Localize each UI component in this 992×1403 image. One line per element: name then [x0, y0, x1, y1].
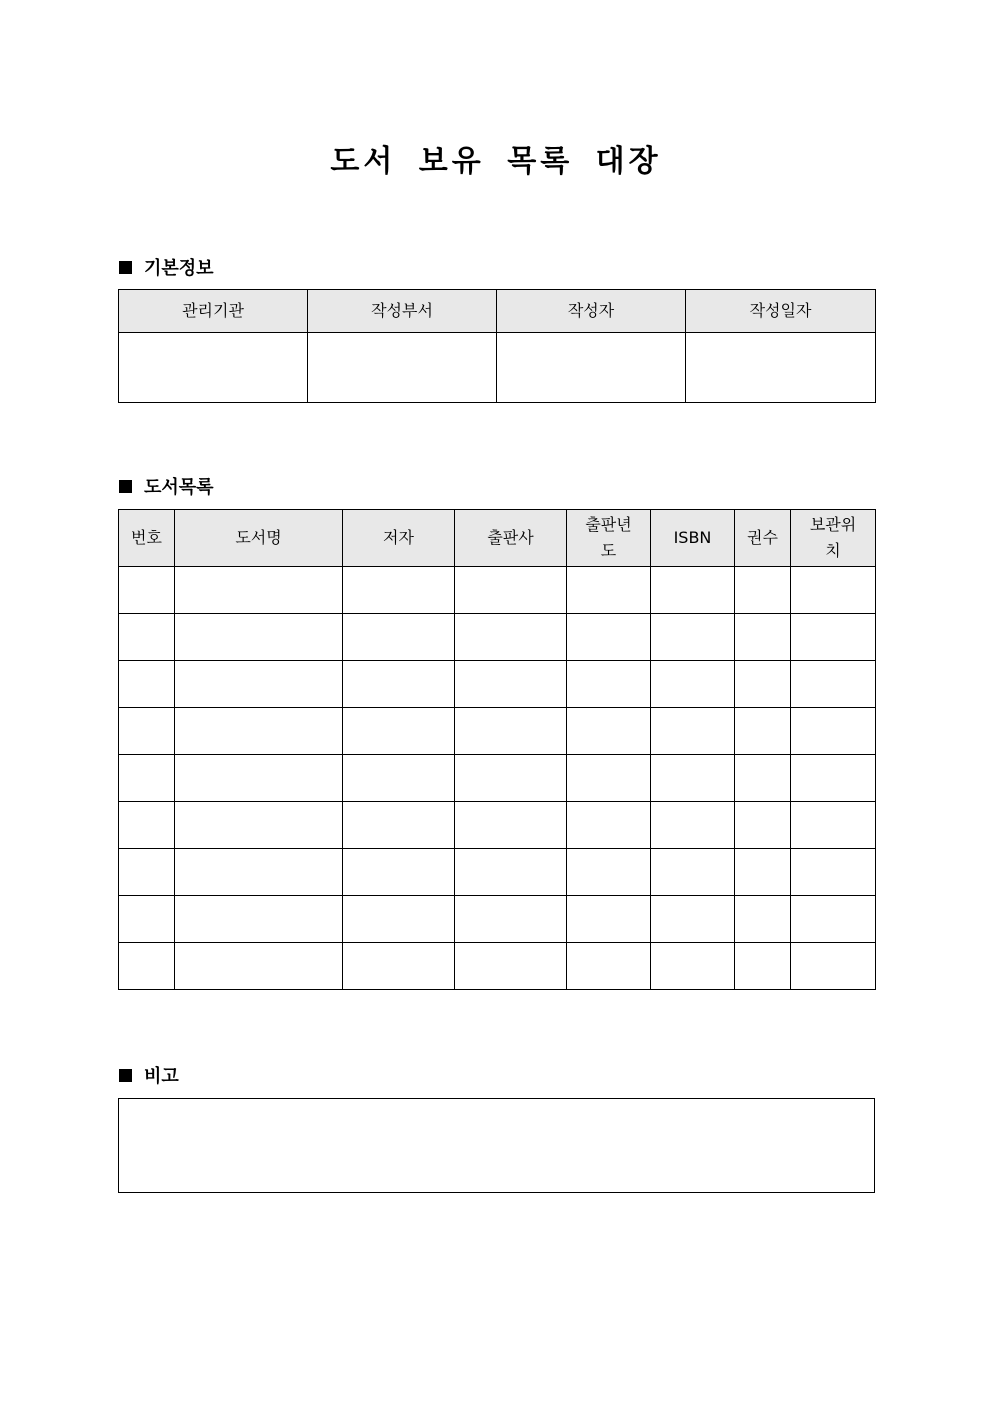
- table-cell[interactable]: [791, 896, 876, 943]
- table-cell[interactable]: [455, 896, 567, 943]
- page-title: 도서 보유 목록 대장: [330, 144, 662, 179]
- table-cell[interactable]: [567, 802, 651, 849]
- table-row: [119, 661, 876, 708]
- square-bullet-icon: [119, 261, 132, 274]
- column-header-number: 번호: [119, 510, 175, 567]
- column-header-isbn: ISBN: [651, 510, 735, 567]
- table-cell[interactable]: [119, 849, 175, 896]
- table-row: [119, 849, 876, 896]
- table-cell[interactable]: [343, 849, 455, 896]
- table-row: [119, 708, 876, 755]
- column-header-agency: 관리기관: [119, 290, 308, 333]
- book-list-table: [118, 509, 876, 990]
- table-cell[interactable]: [791, 567, 876, 614]
- agency-cell[interactable]: [119, 333, 308, 403]
- table-cell[interactable]: [119, 802, 175, 849]
- table-cell[interactable]: [791, 614, 876, 661]
- table-cell[interactable]: [175, 896, 343, 943]
- table-cell[interactable]: [455, 661, 567, 708]
- basic-info-table: [118, 289, 876, 403]
- table-row: [119, 614, 876, 661]
- table-cell[interactable]: [567, 567, 651, 614]
- column-header-author: 작성자: [497, 290, 686, 333]
- section-heading-basic-info: [119, 254, 214, 280]
- table-row: [119, 567, 876, 614]
- table-cell[interactable]: [343, 943, 455, 990]
- table-cell[interactable]: [735, 943, 791, 990]
- table-row: [119, 943, 876, 990]
- table-cell[interactable]: [735, 896, 791, 943]
- table-cell[interactable]: [651, 614, 735, 661]
- table-header-row: [119, 510, 876, 567]
- table-cell[interactable]: [175, 614, 343, 661]
- table-cell[interactable]: [567, 614, 651, 661]
- section-heading-label: 기본정보: [144, 258, 214, 279]
- column-header-volumes: 권수: [735, 510, 791, 567]
- table-cell[interactable]: [735, 802, 791, 849]
- table-cell[interactable]: [343, 755, 455, 802]
- table-cell[interactable]: [567, 943, 651, 990]
- table-row: [119, 896, 876, 943]
- column-header-title: 도서명: [175, 510, 343, 567]
- table-cell[interactable]: [567, 708, 651, 755]
- author-cell[interactable]: [497, 333, 686, 403]
- table-cell[interactable]: [567, 849, 651, 896]
- column-header-date: 작성일자: [686, 290, 876, 333]
- table-cell[interactable]: [651, 755, 735, 802]
- table-cell[interactable]: [651, 708, 735, 755]
- square-bullet-icon: [119, 480, 132, 493]
- table-cell[interactable]: [455, 567, 567, 614]
- table-cell[interactable]: [567, 661, 651, 708]
- section-heading-book-list: [119, 473, 214, 499]
- section-heading-label: 비고: [144, 1066, 179, 1087]
- table-cell[interactable]: [119, 661, 175, 708]
- table-cell[interactable]: [791, 943, 876, 990]
- table-cell[interactable]: [651, 943, 735, 990]
- table-cell[interactable]: [343, 896, 455, 943]
- table-cell[interactable]: [567, 896, 651, 943]
- column-header-department: 작성부서: [308, 290, 497, 333]
- table-cell[interactable]: [175, 661, 343, 708]
- column-header-publish-year: 출판년도: [567, 510, 651, 567]
- table-cell[interactable]: [343, 661, 455, 708]
- table-cell[interactable]: [119, 614, 175, 661]
- section-heading-label: 도서목록: [144, 477, 214, 498]
- table-cell[interactable]: [455, 849, 567, 896]
- column-header-writer: 저자: [343, 510, 455, 567]
- table-cell[interactable]: [119, 708, 175, 755]
- date-cell[interactable]: [686, 333, 876, 403]
- table-cell[interactable]: [791, 849, 876, 896]
- section-heading-remarks: [119, 1062, 179, 1088]
- table-cell[interactable]: [651, 802, 735, 849]
- department-cell[interactable]: [308, 333, 497, 403]
- remarks-box[interactable]: [118, 1098, 875, 1193]
- table-cell[interactable]: [175, 567, 343, 614]
- table-cell[interactable]: [119, 896, 175, 943]
- table-cell[interactable]: [651, 896, 735, 943]
- table-cell[interactable]: [735, 708, 791, 755]
- table-cell[interactable]: [119, 567, 175, 614]
- table-row: [119, 755, 876, 802]
- table-cell[interactable]: [791, 802, 876, 849]
- book-rows: [119, 567, 876, 990]
- table-cell[interactable]: [343, 802, 455, 849]
- column-header-location: 보관위치: [791, 510, 876, 567]
- table-cell[interactable]: [651, 661, 735, 708]
- table-cell[interactable]: [735, 614, 791, 661]
- table-cell[interactable]: [651, 849, 735, 896]
- table-cell[interactable]: [791, 708, 876, 755]
- table-cell[interactable]: [175, 802, 343, 849]
- table-cell[interactable]: [175, 708, 343, 755]
- table-cell[interactable]: [735, 567, 791, 614]
- table-cell[interactable]: [343, 708, 455, 755]
- table-cell[interactable]: [175, 849, 343, 896]
- table-cell[interactable]: [735, 661, 791, 708]
- table-cell[interactable]: [175, 943, 343, 990]
- table-cell[interactable]: [791, 755, 876, 802]
- table-cell[interactable]: [735, 755, 791, 802]
- table-row: [119, 333, 876, 403]
- table-cell[interactable]: [343, 614, 455, 661]
- table-cell[interactable]: [455, 802, 567, 849]
- table-cell[interactable]: [119, 755, 175, 802]
- column-header-publisher: 출판사: [455, 510, 567, 567]
- table-cell[interactable]: [455, 943, 567, 990]
- table-cell[interactable]: [119, 943, 175, 990]
- table-cell[interactable]: [343, 567, 455, 614]
- table-cell[interactable]: [455, 755, 567, 802]
- table-cell[interactable]: [567, 755, 651, 802]
- square-bullet-icon: [119, 1069, 132, 1082]
- table-header-row: [119, 290, 876, 333]
- table-cell[interactable]: [455, 708, 567, 755]
- table-cell[interactable]: [455, 614, 567, 661]
- table-cell[interactable]: [735, 849, 791, 896]
- table-row: [119, 802, 876, 849]
- table-cell[interactable]: [791, 661, 876, 708]
- table-cell[interactable]: [175, 755, 343, 802]
- table-cell[interactable]: [651, 567, 735, 614]
